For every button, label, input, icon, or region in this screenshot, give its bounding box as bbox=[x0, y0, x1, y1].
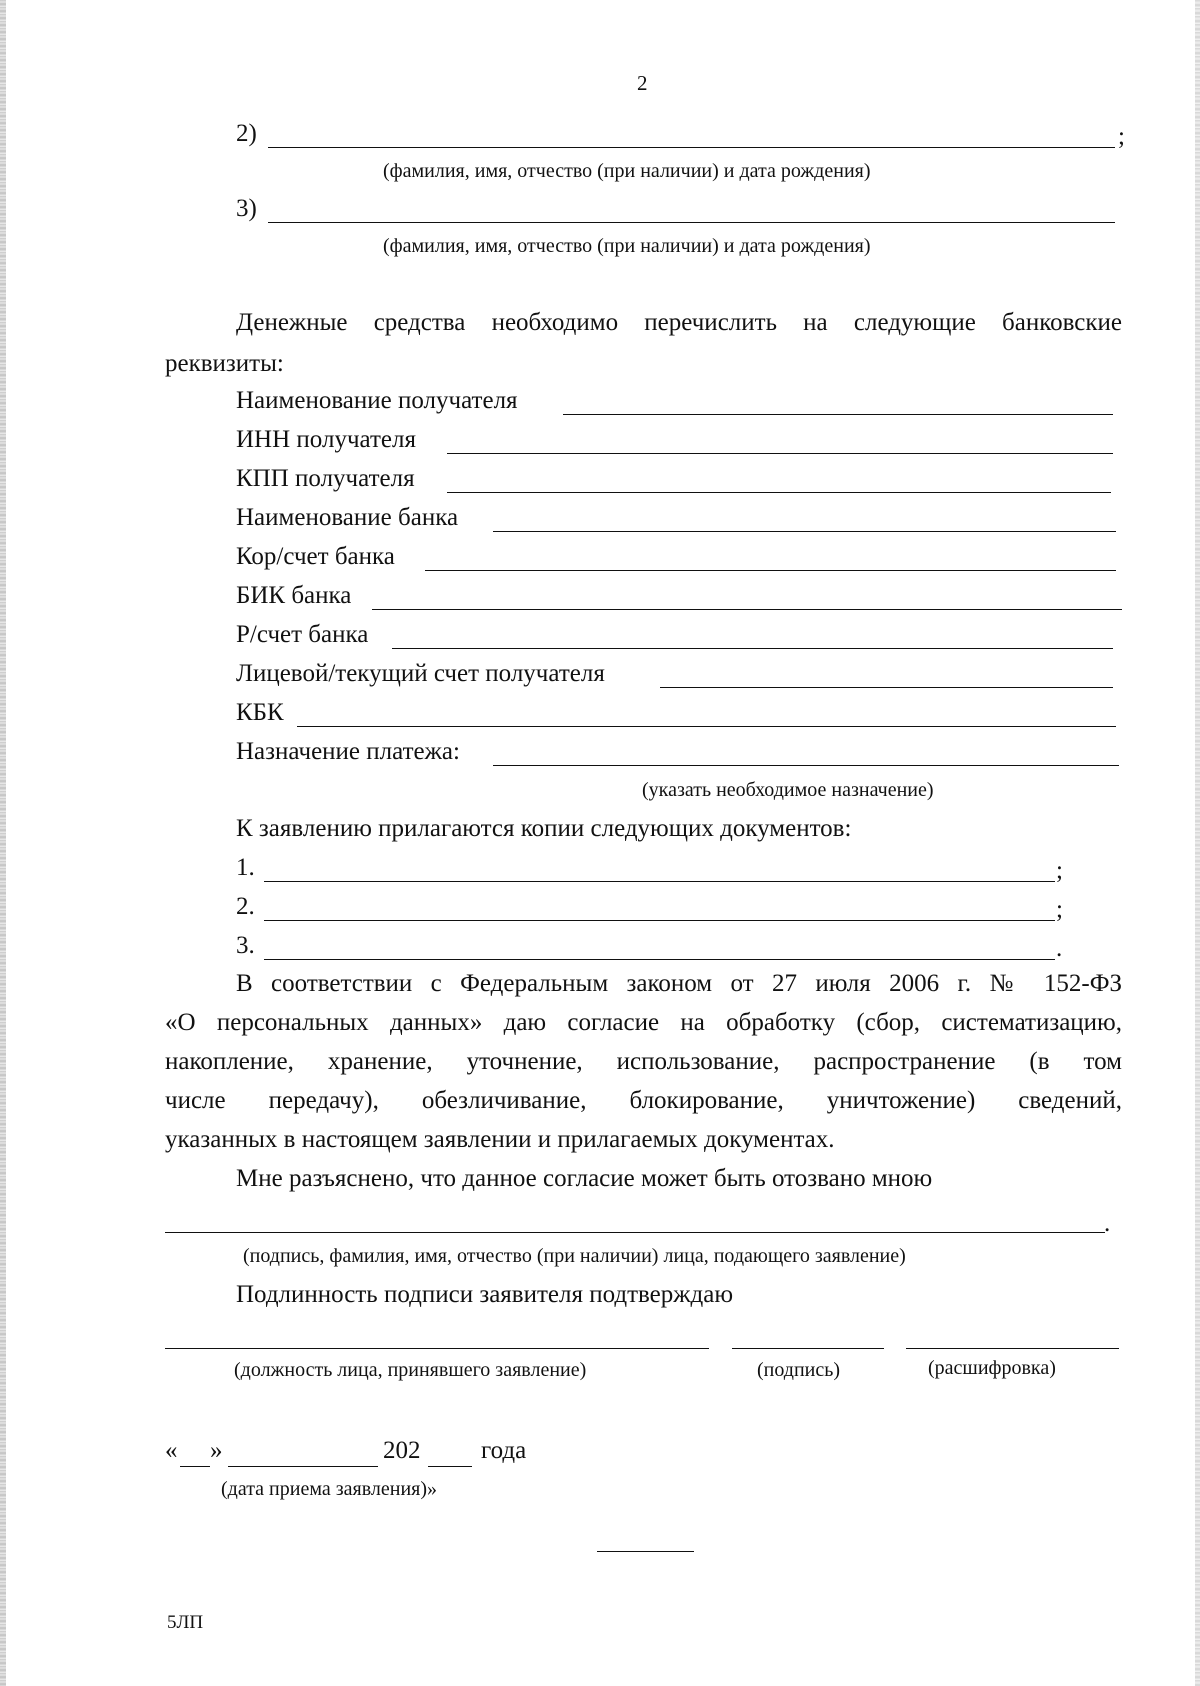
corr-account-label: Кор/счет банка bbox=[236, 543, 395, 570]
person-number: 2) bbox=[236, 120, 257, 147]
person-number: 3) bbox=[236, 195, 257, 222]
recipient-name-label: Наименование получателя bbox=[236, 387, 518, 414]
line-end-mark: . bbox=[1104, 1210, 1111, 1237]
corr-account-field[interactable] bbox=[425, 570, 1116, 571]
date-caption: (дата приема заявления)» bbox=[221, 1478, 438, 1500]
attachment-number: 1. bbox=[236, 854, 255, 881]
bank-name-field[interactable] bbox=[493, 531, 1116, 532]
consent-line: накопление, хранение, уточнение, использование, распространение (в том bbox=[165, 1048, 1122, 1075]
attachment-field[interactable] bbox=[264, 920, 1055, 921]
signature-field[interactable] bbox=[732, 1348, 884, 1349]
person-caption: (фамилия, имя, отчество (при наличии) и дата рождения) bbox=[383, 235, 871, 257]
scan-edge-right bbox=[1195, 0, 1200, 1686]
footer-code: 5ЛП bbox=[167, 1612, 204, 1633]
end-separator bbox=[597, 1551, 694, 1552]
recipient-name-field[interactable] bbox=[563, 414, 1113, 415]
inn-label: ИНН получателя bbox=[236, 426, 416, 453]
bank-intro-line2: реквизиты: bbox=[165, 350, 284, 377]
year-prefix: 202 bbox=[383, 1437, 421, 1464]
day-field[interactable] bbox=[180, 1466, 210, 1467]
bik-field[interactable] bbox=[372, 609, 1122, 610]
consent-line: «О персональных данных» даю согласие на обработку (сбор, систематизацию, bbox=[165, 1009, 1122, 1036]
bik-label: БИК банка bbox=[236, 582, 352, 609]
purpose-caption: (указать необходимое назначение) bbox=[642, 779, 934, 801]
kpp-field[interactable] bbox=[447, 492, 1111, 493]
bank-intro-line1: Денежные средства необходимо перечислить на следующие банковские bbox=[236, 309, 1122, 336]
withdraw-text: Мне разъяснено, что данное согласие может быть отозвано мною bbox=[236, 1165, 933, 1192]
applicant-signature-caption: (подпись, фамилия, имя, отчество (при наличии) лица, подающего заявление) bbox=[243, 1245, 906, 1267]
page-number: 2 bbox=[637, 71, 648, 95]
position-field[interactable] bbox=[165, 1348, 709, 1349]
consent-line: числе передачу), обезличивание, блокирование, уничтожение) сведений, bbox=[165, 1087, 1122, 1114]
settlement-account-field[interactable] bbox=[392, 648, 1113, 649]
purpose-field[interactable] bbox=[493, 765, 1119, 766]
consent-line: В соответствии с Федеральным законом от 27 июля 2006 г. № 152-ФЗ bbox=[236, 970, 1122, 997]
bank-name-label: Наименование банка bbox=[236, 504, 459, 531]
decoding-field[interactable] bbox=[906, 1348, 1119, 1349]
settlement-account-label: Р/счет банка bbox=[236, 621, 369, 648]
line-end-mark: . bbox=[1056, 935, 1063, 962]
kbk-label: КБК bbox=[236, 699, 284, 726]
inn-field[interactable] bbox=[447, 453, 1113, 454]
line-end-mark: ; bbox=[1056, 857, 1063, 884]
year-field[interactable] bbox=[428, 1466, 472, 1467]
person-caption: (фамилия, имя, отчество (при наличии) и дата рождения) bbox=[383, 160, 871, 182]
kbk-field[interactable] bbox=[297, 726, 1116, 727]
date-quote-close: » bbox=[210, 1437, 223, 1464]
month-field[interactable] bbox=[228, 1466, 378, 1467]
position-caption: (должность лица, принявшего заявление) bbox=[234, 1359, 587, 1381]
personal-account-label: Лицевой/текущий счет получателя bbox=[236, 660, 605, 687]
signature-caption: (подпись) bbox=[757, 1359, 841, 1381]
consent-line: указанных в настоящем заявлении и прилагаемых документах. bbox=[165, 1126, 835, 1153]
person-name-field[interactable] bbox=[268, 222, 1115, 223]
attachment-field[interactable] bbox=[264, 959, 1055, 960]
date-quote-open: « bbox=[165, 1437, 178, 1464]
decoding-caption: (расшифровка) bbox=[928, 1357, 1056, 1379]
person-name-field[interactable] bbox=[268, 147, 1115, 148]
attachment-number: 3. bbox=[236, 932, 255, 959]
applicant-signature-field[interactable] bbox=[165, 1232, 1105, 1233]
personal-account-field[interactable] bbox=[660, 687, 1113, 688]
authenticity-text: Подлинность подписи заявителя подтверждаю bbox=[236, 1281, 734, 1308]
kpp-label: КПП получателя bbox=[236, 465, 415, 492]
attachment-number: 2. bbox=[236, 893, 255, 920]
attachment-field[interactable] bbox=[264, 881, 1055, 882]
attachments-heading: К заявлению прилагаются копии следующих документов: bbox=[236, 815, 852, 842]
purpose-label: Назначение платежа: bbox=[236, 738, 460, 765]
line-end-mark: ; bbox=[1056, 896, 1063, 923]
scan-edge-left bbox=[0, 0, 6, 1686]
year-suffix: года bbox=[481, 1437, 527, 1464]
line-end-mark: ; bbox=[1118, 123, 1125, 150]
